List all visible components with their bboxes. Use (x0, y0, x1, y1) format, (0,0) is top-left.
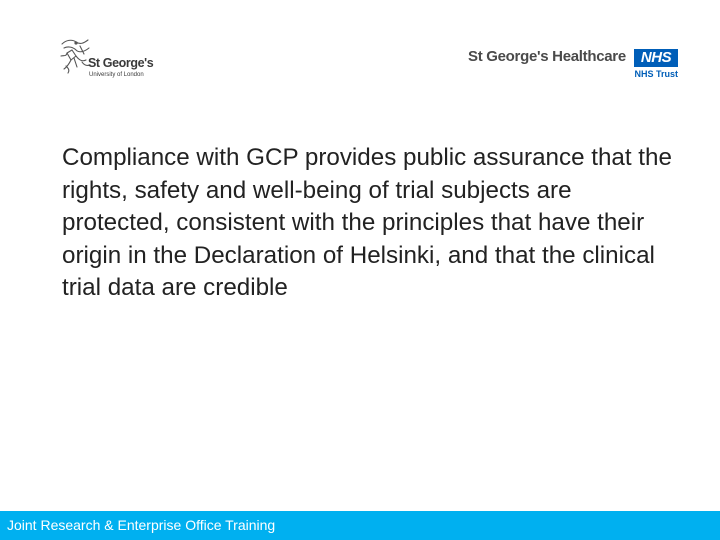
st-georges-university-logo (58, 36, 178, 84)
trust-subtitle: NHS Trust (634, 69, 678, 79)
university-name: St George's (88, 56, 154, 70)
university-subtitle: University of London (89, 72, 144, 78)
footer-bar (0, 511, 720, 540)
trust-name: St George's Healthcare (468, 48, 626, 65)
slide-body-text: Compliance with GCP provides public assurance that the rights, safety and well-being of trial subjects are protected, consistent with the principles that have their origin in the Declaration of Helsinki, and that the clinical trial data are credible (62, 144, 672, 301)
footer-text: Joint Research & Enterprise Office Training (7, 517, 276, 533)
st-georges-healthcare-logo (466, 48, 680, 84)
nhs-badge: NHS (634, 49, 678, 67)
